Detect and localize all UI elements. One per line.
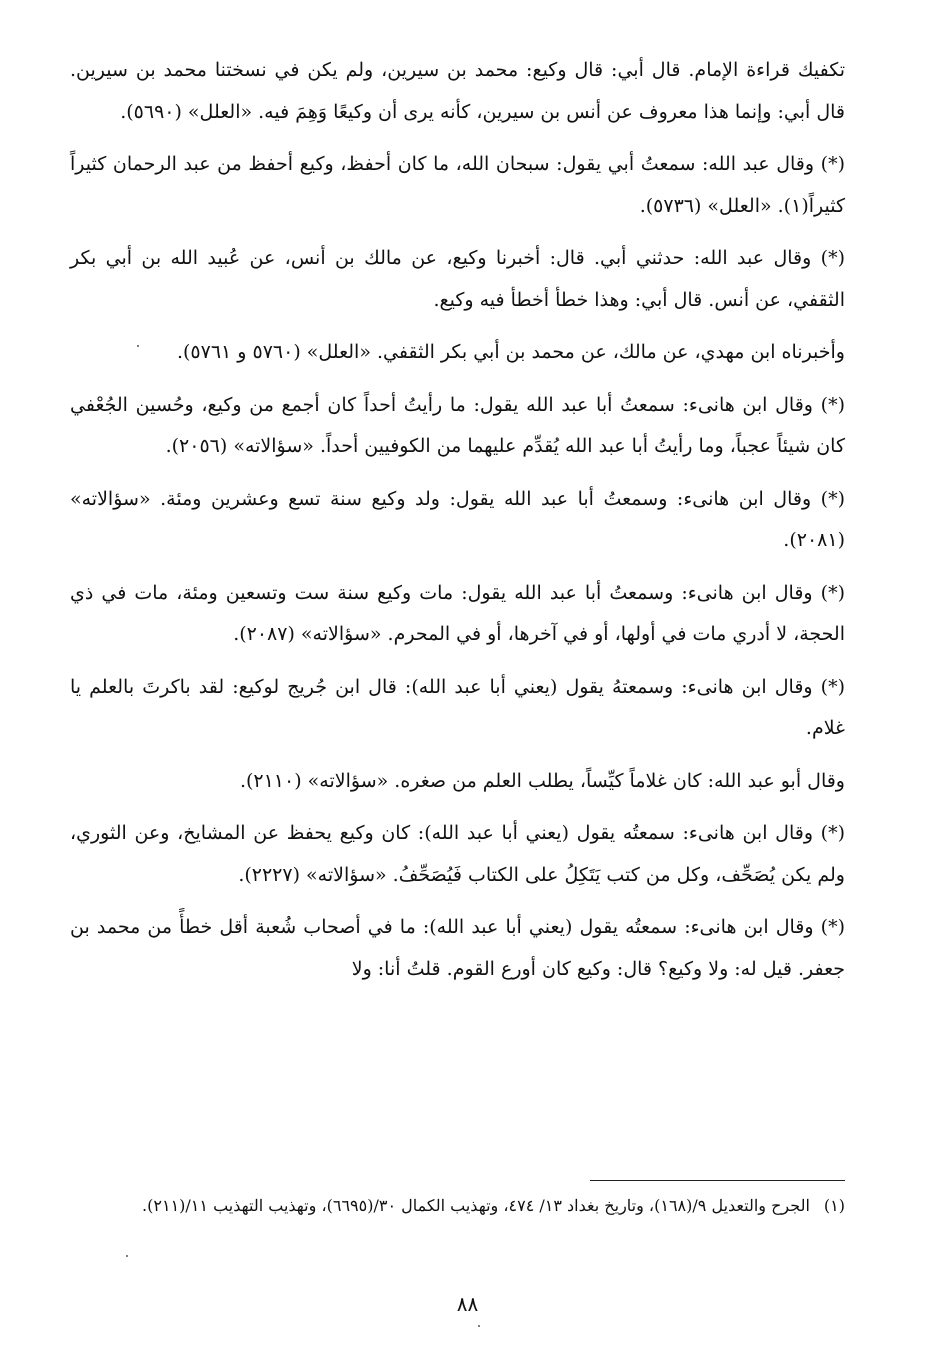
scan-speck [126, 1255, 128, 1257]
page-number: ٨٨ [456, 1292, 479, 1316]
paragraph-8: (*) وقال ابن هانىء: وسمعتهُ يقول (يعني أبا عبد الله): قال ابن جُريج لوكيع: لقد باكرتَ بالعلم يا غلام. [70, 675, 845, 739]
paragraph-4: وأخبرناه ابن مهدي، عن مالك، عن محمد بن أبي بكر الثقفي. «العلل» (٥٧٦٠ و ٥٧٦١). [176, 341, 845, 363]
paragraph-1: تكفيك قراءة الإمام. قال أبي: قال وكيع: محمد بن سيرين، ولم يكن في نسختنا محمد بن سيرين. قال أبي: وإنما هذا معروف عن أنس بن سيرين، كأنه يرى أن وكيعًا وَهِمَ فيه. «العلل» (٥٦٩٠). [70, 59, 845, 123]
paragraph-9: وقال أبو عبد الله: كان غلاماً كيِّساً، يطلب العلم من صغره. «سؤالاته» (٢١١٠). [239, 769, 845, 792]
paragraph-7: (*) وقال ابن هانىء: وسمعتُ أبا عبد الله يقول: مات وكيع سنة ست وتسعين ومئة، مات في ذي الحجة، لا أدري مات في أولها، أو في آخرها، أو في المحرم. «سؤالاته» (٢٠٨٧). [70, 581, 845, 645]
paragraph-10: (*) وقال ابن هانىء: سمعتُه يقول (يعني أبا عبد الله): كان وكيع يحفظ عن المشايخ، وعن الثوري، ولم يكن يُصَحِّف، وكل من كتب يَتَكِلُ على الكتاب فَيُصَحِّفُ. «سؤالاته» (٢٢٢٧). [70, 822, 845, 886]
footnote-text: الجرح والتعديل ٩/(١٦٨)، وتاريخ بغداد ١٣/ ٤٧٤، وتهذيب الكمال ٣٠/(٦٦٩٥)، وتهذيب التهذيب ١١/(٢١١). [142, 1196, 810, 1215]
footnote [70, 1190, 845, 1221]
page-body [70, 50, 845, 990]
paragraph-5: (*) وقال ابن هانىء: سمعتُ أبا عبد الله يقول: ما رأيتُ أحداً كان أجمع من وكيع، وحُسين الجُعْفي كان شيئاً عجباً، وما رأيتُ أبا عبد الله يُقدِّم عليهما من الكوفيين أحداً. «سؤالاته» (٢٠٥٦). [70, 393, 845, 457]
scan-speck [137, 345, 139, 347]
paragraph-6: (*) وقال ابن هانىء: وسمعتُ أبا عبد الله يقول: ولد وكيع سنة تسع وعشرين ومئة. «سؤالاته» (٢٠٨١). [70, 487, 845, 551]
paragraph-2: (*) وقال عبد الله: سمعتُ أبي يقول: سبحان الله، ما كان أحفظ، وكيع أحفظ من عبد الرحمان كثيراً كثيراً(١). «العلل» (٥٧٣٦). [70, 153, 845, 217]
paragraph-3: (*) وقال عبد الله: حدثني أبي. قال: أخبرنا وكيع، عن مالك بن أنس، عن عُبيد الله بن أبي بكر الثقفي، عن أنس. قال أبي: وهذا خطأ أخطأ فيه وكيع. [70, 247, 845, 311]
scan-speck [478, 1325, 480, 1327]
footnote-divider [590, 1180, 845, 1181]
paragraph-11: (*) وقال ابن هانىء: سمعتُه يقول (يعني أبا عبد الله): ما في أصحاب شُعبة أقل خطأً من محمد بن جعفر. قيل له: ولا وكيع؟ قال: وكيع كان أورع القوم. قلتُ أنا: ولا [70, 916, 845, 980]
footnote-mark: (١) [823, 1196, 845, 1215]
